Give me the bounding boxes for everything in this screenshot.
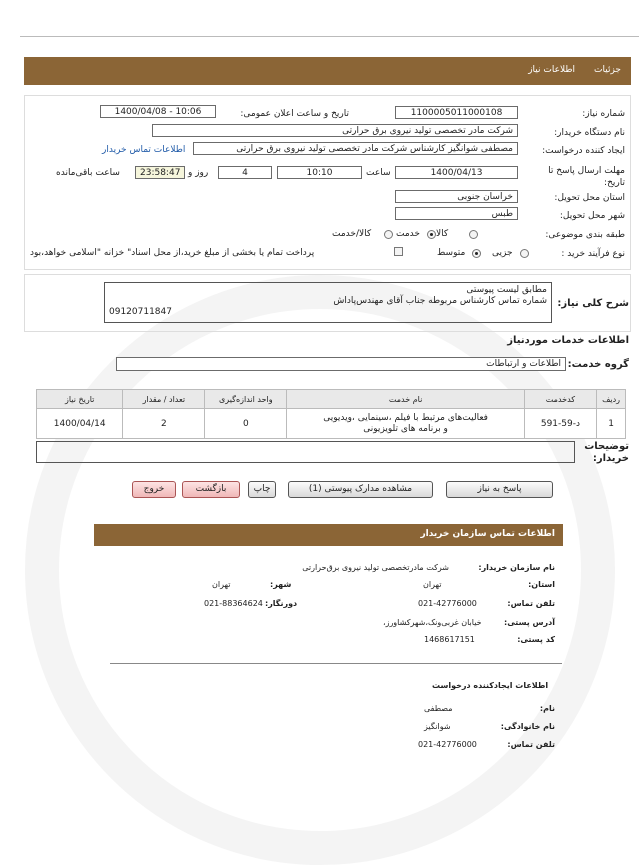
category-radio-both[interactable] <box>384 230 393 239</box>
buyer-notes-box <box>36 441 575 463</box>
creator-phone-value: 021-42776000 <box>418 740 477 749</box>
need-number-label: شماره نیاز: <box>582 109 625 119</box>
services-section-title: اطلاعات خدمات موردنیاز <box>507 335 629 346</box>
contact-province-label: استان: <box>528 580 555 589</box>
col-row: ردیف <box>597 390 626 409</box>
buyer-notes-label: توضیحات خریدار: <box>584 441 629 464</box>
contact-header-bar <box>94 524 563 546</box>
contact-divider <box>110 663 562 664</box>
postal-label: کد پستی: <box>517 635 555 644</box>
phone-value: 021-42776000 <box>418 599 477 608</box>
fax-value: 021-88364624 <box>204 599 263 608</box>
cell-name-line-2: و برنامه های تلویزیونی <box>363 423 448 434</box>
contact-province-value: تهران <box>423 580 442 589</box>
services-table-header <box>37 390 626 409</box>
postal-value: 1468617151 <box>424 635 475 644</box>
service-group-field: اطلاعات و ارتباطات <box>116 357 566 371</box>
fax-label: دورنگار: <box>265 599 298 608</box>
buyer-label: نام دستگاه خریدار: <box>554 128 625 138</box>
description-line-3: 09120711847 <box>109 307 172 317</box>
description-line-1: مطابق لیست پیوستی <box>466 285 547 295</box>
view-attachments-button[interactable]: مشاهده مدارک پیوستی (1) <box>288 481 433 498</box>
category-radio-service[interactable] <box>427 230 436 239</box>
city-field: طبس <box>395 207 518 220</box>
reply-button[interactable]: پاسخ به نیاز <box>446 481 553 498</box>
province-label: استان محل تحویل: <box>554 193 625 203</box>
cell-date: 1400/04/14 <box>37 409 123 439</box>
services-table <box>36 389 626 439</box>
process-option-minor: جزیی <box>492 248 513 258</box>
col-qty: تعداد / مقدار <box>123 390 205 409</box>
description-label: شرح کلی نیاز: <box>557 298 629 309</box>
creator-family-value: شوانگیز <box>424 722 451 731</box>
category-option-both: کالا/خدمت <box>332 229 372 239</box>
deadline-label: مهلت ارسال پاسخ تا تاریخ: <box>548 166 625 188</box>
remaining-time-field: 23:58:47 <box>135 166 185 179</box>
announce-label: تاریخ و ساعت اعلان عمومی: <box>240 109 349 119</box>
buyer-field: شرکت مادر تخصصی تولید نیروی برق حرارتی <box>152 124 518 137</box>
process-option-medium: متوسط <box>437 248 466 258</box>
category-label: طبقه بندی موضوعی: <box>545 230 625 240</box>
city-label: شهر محل تحویل: <box>559 211 625 221</box>
creator-name-value: مصطفی <box>424 704 453 713</box>
category-option-goods: کالا <box>436 229 449 239</box>
time-label: ساعت <box>366 168 391 178</box>
org-label: نام سازمان خریدار: <box>478 563 555 572</box>
print-button[interactable]: چاپ <box>248 481 276 498</box>
creator-label: ایجاد کننده درخواست: <box>542 146 625 156</box>
cell-row: 1 <box>597 409 626 439</box>
cell-code: د-59-591 <box>524 409 596 439</box>
creator-info-title: اطلاعات ایجادکننده درخواست <box>432 681 549 690</box>
description-box <box>104 282 552 323</box>
exit-button[interactable]: خروج <box>132 481 176 498</box>
col-unit: واحد اندازه‌گیری <box>205 390 287 409</box>
process-radio-minor[interactable] <box>520 249 529 258</box>
cell-unit: 0 <box>205 409 287 439</box>
cell-qty: 2 <box>123 409 205 439</box>
contact-city-label: شهر: <box>270 580 292 589</box>
col-date: تاریخ نیاز <box>37 390 123 409</box>
need-number-field: 1100005011000108 <box>395 106 518 119</box>
buyer-contact-link[interactable]: اطلاعات تماس خریدار <box>102 145 186 155</box>
creator-field: مصطفی شوانگیز کارشناس شرکت مادر تخصصی تولید نیروی برق حرارتی <box>193 142 518 155</box>
treasury-payment-checkbox[interactable] <box>394 247 403 256</box>
day-label: روز و <box>188 168 209 178</box>
days-field: 4 <box>218 166 272 179</box>
description-line-2: شماره تماس کارشناس مربوطه جناب آقای مهندس‌پاداش <box>333 296 547 306</box>
process-label: نوع فرآیند خرید : <box>561 249 625 259</box>
top-divider <box>20 36 639 37</box>
org-value: شرکت مادرتخصصی تولید نیروی برق‌حرارتی <box>302 563 449 572</box>
col-name: نام خدمت <box>287 390 524 409</box>
remaining-label: ساعت باقی‌مانده <box>56 168 120 178</box>
province-field: خراسان جنوبی <box>395 190 518 203</box>
creator-family-label: نام خانوادگی: <box>500 722 555 731</box>
table-row <box>37 409 626 439</box>
process-radio-medium[interactable] <box>472 249 481 258</box>
cell-name-line-1: فعالیت‌های مرتبط با فیلم ،سینمایی ،ویدیویی <box>323 412 488 423</box>
address-label: آدرس پستی: <box>504 618 555 627</box>
breadcrumb-page: اطلاعات نیاز <box>528 65 575 75</box>
payment-note: پرداخت تمام یا بخشی از مبلغ خرید،از محل اسناد" خزانه "اسلامی خواهد،بود <box>30 248 315 258</box>
creator-phone-label: تلفن تماس: <box>507 740 555 749</box>
form-panel <box>24 95 631 270</box>
deadline-time-field: 10:10 <box>277 166 362 179</box>
deadline-date-field: 1400/04/13 <box>395 166 518 179</box>
address-value: خیابان غربی‌ونک،شهرکشاورز، <box>383 618 482 627</box>
contact-city-value: تهران <box>212 580 231 589</box>
creator-name-label: نام: <box>539 704 555 713</box>
breadcrumb-home[interactable]: جزئیات <box>594 65 621 75</box>
announce-field: 1400/04/08 - 10:06 <box>100 105 216 118</box>
service-group-label: گروه خدمت: <box>567 359 629 370</box>
category-radio-goods[interactable] <box>469 230 478 239</box>
category-option-service: خدمت <box>396 229 420 239</box>
back-button[interactable]: بازگشت <box>182 481 240 498</box>
contact-title: اطلاعات تماس سازمان خریدار <box>420 529 555 539</box>
header-bar <box>24 57 631 85</box>
cell-name <box>287 409 524 439</box>
phone-label: تلفن تماس: <box>507 599 555 608</box>
col-code: کدخدمت <box>524 390 596 409</box>
